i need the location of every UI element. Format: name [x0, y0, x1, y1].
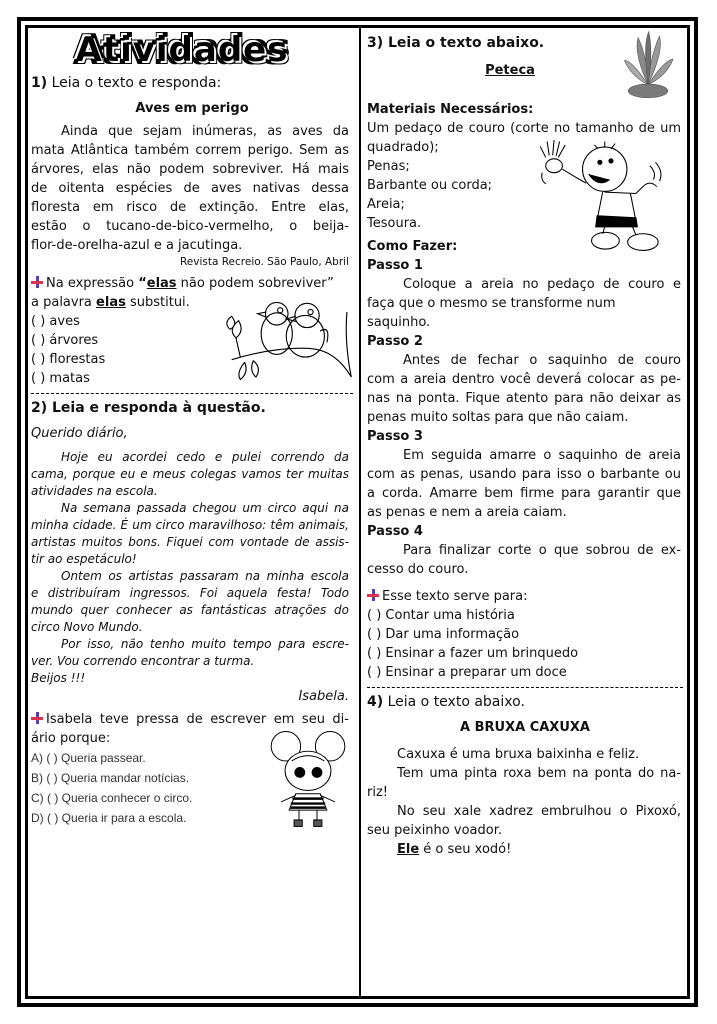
- text-line: ver. Vou correndo encontrar a turma.: [31, 654, 255, 668]
- q2-instruction: Leia e responda à questão.: [52, 400, 266, 416]
- text-line: Por isso, não tenho muito tempo para escre-: [61, 637, 349, 651]
- q3-option[interactable]: ( ) Dar uma informação: [367, 627, 520, 642]
- material-item: Um pedaço de couro (corte no tamanho de um: [367, 121, 681, 136]
- q2-diary-text: [31, 449, 353, 687]
- text-line: seu peixinho voador.: [367, 823, 502, 838]
- step-line: faça que o mesmo se transforme num saquinho.: [367, 296, 616, 330]
- text-line: Tem uma pinta roxa bem na ponta do na-: [397, 766, 681, 781]
- q1-line2-post: substitui.: [125, 295, 190, 310]
- q1-option[interactable]: ( ) matas: [31, 371, 90, 386]
- q3-question: [367, 587, 683, 682]
- right-column: [367, 30, 683, 859]
- q3-text-title: Peteca: [485, 63, 535, 78]
- step-label: Passo 1: [367, 258, 423, 273]
- q1-line: árvores, elas não podem sobreviver. Há mais: [31, 162, 349, 177]
- q1-line: mata Atlântica também correm perigo. Sem as: [31, 143, 349, 158]
- q1-paragraph: [31, 122, 353, 255]
- step-line: Para finalizar corte o que sobrou de ex-: [403, 543, 681, 558]
- text-line: riz!: [367, 785, 388, 800]
- text-line: atividades na escola.: [31, 484, 158, 498]
- column-divider: [359, 28, 361, 996]
- q1-option[interactable]: ( ) aves: [31, 314, 80, 329]
- q4-number: 4): [367, 694, 384, 710]
- q3-question-text: Esse texto serve para:: [382, 589, 528, 604]
- text-line: artistas muitos bons. Fiquei com vontade de assis-: [31, 535, 349, 549]
- doll-illustration: [263, 729, 353, 829]
- q1-option[interactable]: ( ) árvores: [31, 333, 99, 348]
- boy-with-peteca-illustration: [523, 138, 683, 256]
- step-line: Antes de fechar o saquinho de couro: [403, 353, 681, 368]
- q3-howto-heading: Como Fazer:: [367, 239, 458, 254]
- text-line: Hoje eu acordei cedo e pulei correndo da: [61, 450, 349, 464]
- q4-instruction: Leia o texto abaixo.: [387, 694, 525, 710]
- q4-poem: [367, 745, 683, 840]
- q3-option[interactable]: ( ) Ensinar a preparar um doce: [367, 665, 567, 680]
- q2-option-c[interactable]: C) ( ) Queria conhecer o circo.: [31, 791, 193, 805]
- step-label: Passo 4: [367, 524, 423, 539]
- step-label: Passo 3: [367, 429, 423, 444]
- q1-text-title: Aves em perigo: [135, 101, 249, 116]
- q1-line: estão o tucano-de-bico-vermelho, o beija-: [31, 219, 349, 234]
- peteca-image: [613, 30, 683, 100]
- q2-header: [31, 399, 353, 418]
- q1-quote-open: “: [138, 276, 147, 291]
- text-line: minha cidade. É um circo maravilhoso: têm animais,: [31, 518, 349, 532]
- text-line: mundo quer conhecer as fantásticas atrações do: [31, 603, 349, 617]
- q3-header: [367, 30, 613, 53]
- bullet-icon: [31, 276, 43, 288]
- text-line: No seu xale xadrez embrulhou o Pixoxó,: [397, 804, 681, 819]
- q4-header: [367, 693, 683, 712]
- step-line: as penas e nem a areia caiam.: [367, 505, 567, 520]
- q1-line: floresta em risco de extinção. Entre elas,: [31, 200, 349, 215]
- birds-illustration: [223, 293, 353, 383]
- step-line: cesso do couro.: [367, 562, 469, 577]
- q2-option-d[interactable]: D) ( ) Queria ir para a escola.: [31, 811, 187, 825]
- q2-signature: Isabela.: [298, 689, 349, 704]
- text-line: Na semana passada chegou um circo aqui na: [61, 501, 349, 515]
- q2-option-a[interactable]: A) ( ) Queria passear.: [31, 751, 146, 765]
- q3-option[interactable]: ( ) Contar uma história: [367, 608, 515, 623]
- step-line: com a areia dentro você deverá colocar as pe-: [367, 372, 681, 387]
- left-column: [31, 30, 353, 829]
- step-line: Em seguida amarre o saquinho de areia: [403, 448, 681, 463]
- q2-option-b[interactable]: B) ( ) Queria mandar notícias.: [31, 771, 190, 785]
- q4-last-line-rest: é o seu xodó!: [419, 842, 512, 857]
- q2-question-line1: Isabela teve pressa de escrever em seu di-: [46, 712, 349, 727]
- q4-emph-word: Ele: [397, 842, 420, 857]
- material-item: Areia;: [367, 197, 405, 212]
- step-label: Passo 2: [367, 334, 423, 349]
- q1-question-mid: não podem sobreviver”: [176, 276, 334, 291]
- q3-steps: [367, 256, 683, 579]
- q1-number: 1): [31, 75, 48, 91]
- q2-question: [31, 710, 353, 729]
- text-line: Ontem os artistas passaram na minha escola: [61, 569, 349, 583]
- q1-emph-word: elas: [146, 276, 177, 291]
- q4-last-line: [367, 840, 683, 859]
- q2-question-line2: ário porque:: [31, 731, 111, 746]
- material-item: Tesoura.: [367, 216, 422, 231]
- q3-materials-heading: Materiais Necessários:: [367, 102, 534, 117]
- q3-option[interactable]: ( ) Ensinar a fazer um brinquedo: [367, 646, 579, 661]
- q3-materials-list: [367, 138, 523, 256]
- material-item: quadrado);: [367, 140, 439, 155]
- q3-number: 3): [367, 35, 384, 51]
- q2-greeting: Querido diário,: [31, 426, 128, 441]
- q1-line: Ainda que sejam inúmeras, as aves da: [61, 124, 349, 139]
- q3-instruction: Leia o texto abaixo.: [388, 35, 545, 51]
- bullet-icon: [31, 712, 43, 724]
- step-line: nas na ponta. Fique atento para não deixar as: [367, 391, 681, 406]
- step-line: a corda. Amarre bem firme para garantir que: [367, 486, 681, 501]
- q2-options: [31, 748, 263, 828]
- step-line: Coloque a areia no pedaço de couro e: [403, 277, 681, 292]
- q1-source: Revista Recreio. São Paulo, Abril: [179, 256, 349, 268]
- q1-header: [31, 74, 353, 93]
- text-line: cama, porque eu e meus colegas vamos ter muitas: [31, 467, 349, 481]
- text-line: Caxuxa é uma bruxa baixinha e feliz.: [397, 747, 640, 762]
- q1-question: [31, 274, 353, 388]
- q1-line2-emph: elas: [96, 295, 126, 310]
- bullet-icon: [367, 589, 379, 601]
- material-item: Penas;: [367, 159, 410, 174]
- q1-line: flor-de-orelha-azul e a jacutinga.: [31, 238, 243, 253]
- text-line: Beijos !!!: [31, 671, 86, 685]
- q1-line: de oitenta espécies de aves nativas dessa: [31, 181, 349, 196]
- step-line: penas muito soltas para que não caiam.: [367, 410, 629, 425]
- q1-instruction: Leia o texto e responda:: [51, 75, 222, 91]
- q1-option[interactable]: ( ) florestas: [31, 352, 106, 367]
- q4-text-title: A BRUXA CAXUXA: [460, 720, 590, 735]
- q2-number: 2): [31, 400, 48, 416]
- step-line: com as penas, usando para isso o barbante ou: [367, 467, 681, 482]
- q1-line2-pre: a palavra: [31, 295, 97, 310]
- page-title: Atividades: [75, 30, 289, 70]
- q1-question-pre: Na expressão: [46, 276, 139, 291]
- separator: [367, 687, 683, 688]
- text-line: tir ao espetáculo!: [31, 552, 137, 566]
- text-line: e distribuíram ingressos. Foi aquela festa! Todo: [31, 586, 349, 600]
- material-item: Barbante ou corda;: [367, 178, 493, 193]
- separator: [31, 393, 353, 394]
- text-line: circo Novo Mundo.: [31, 620, 143, 634]
